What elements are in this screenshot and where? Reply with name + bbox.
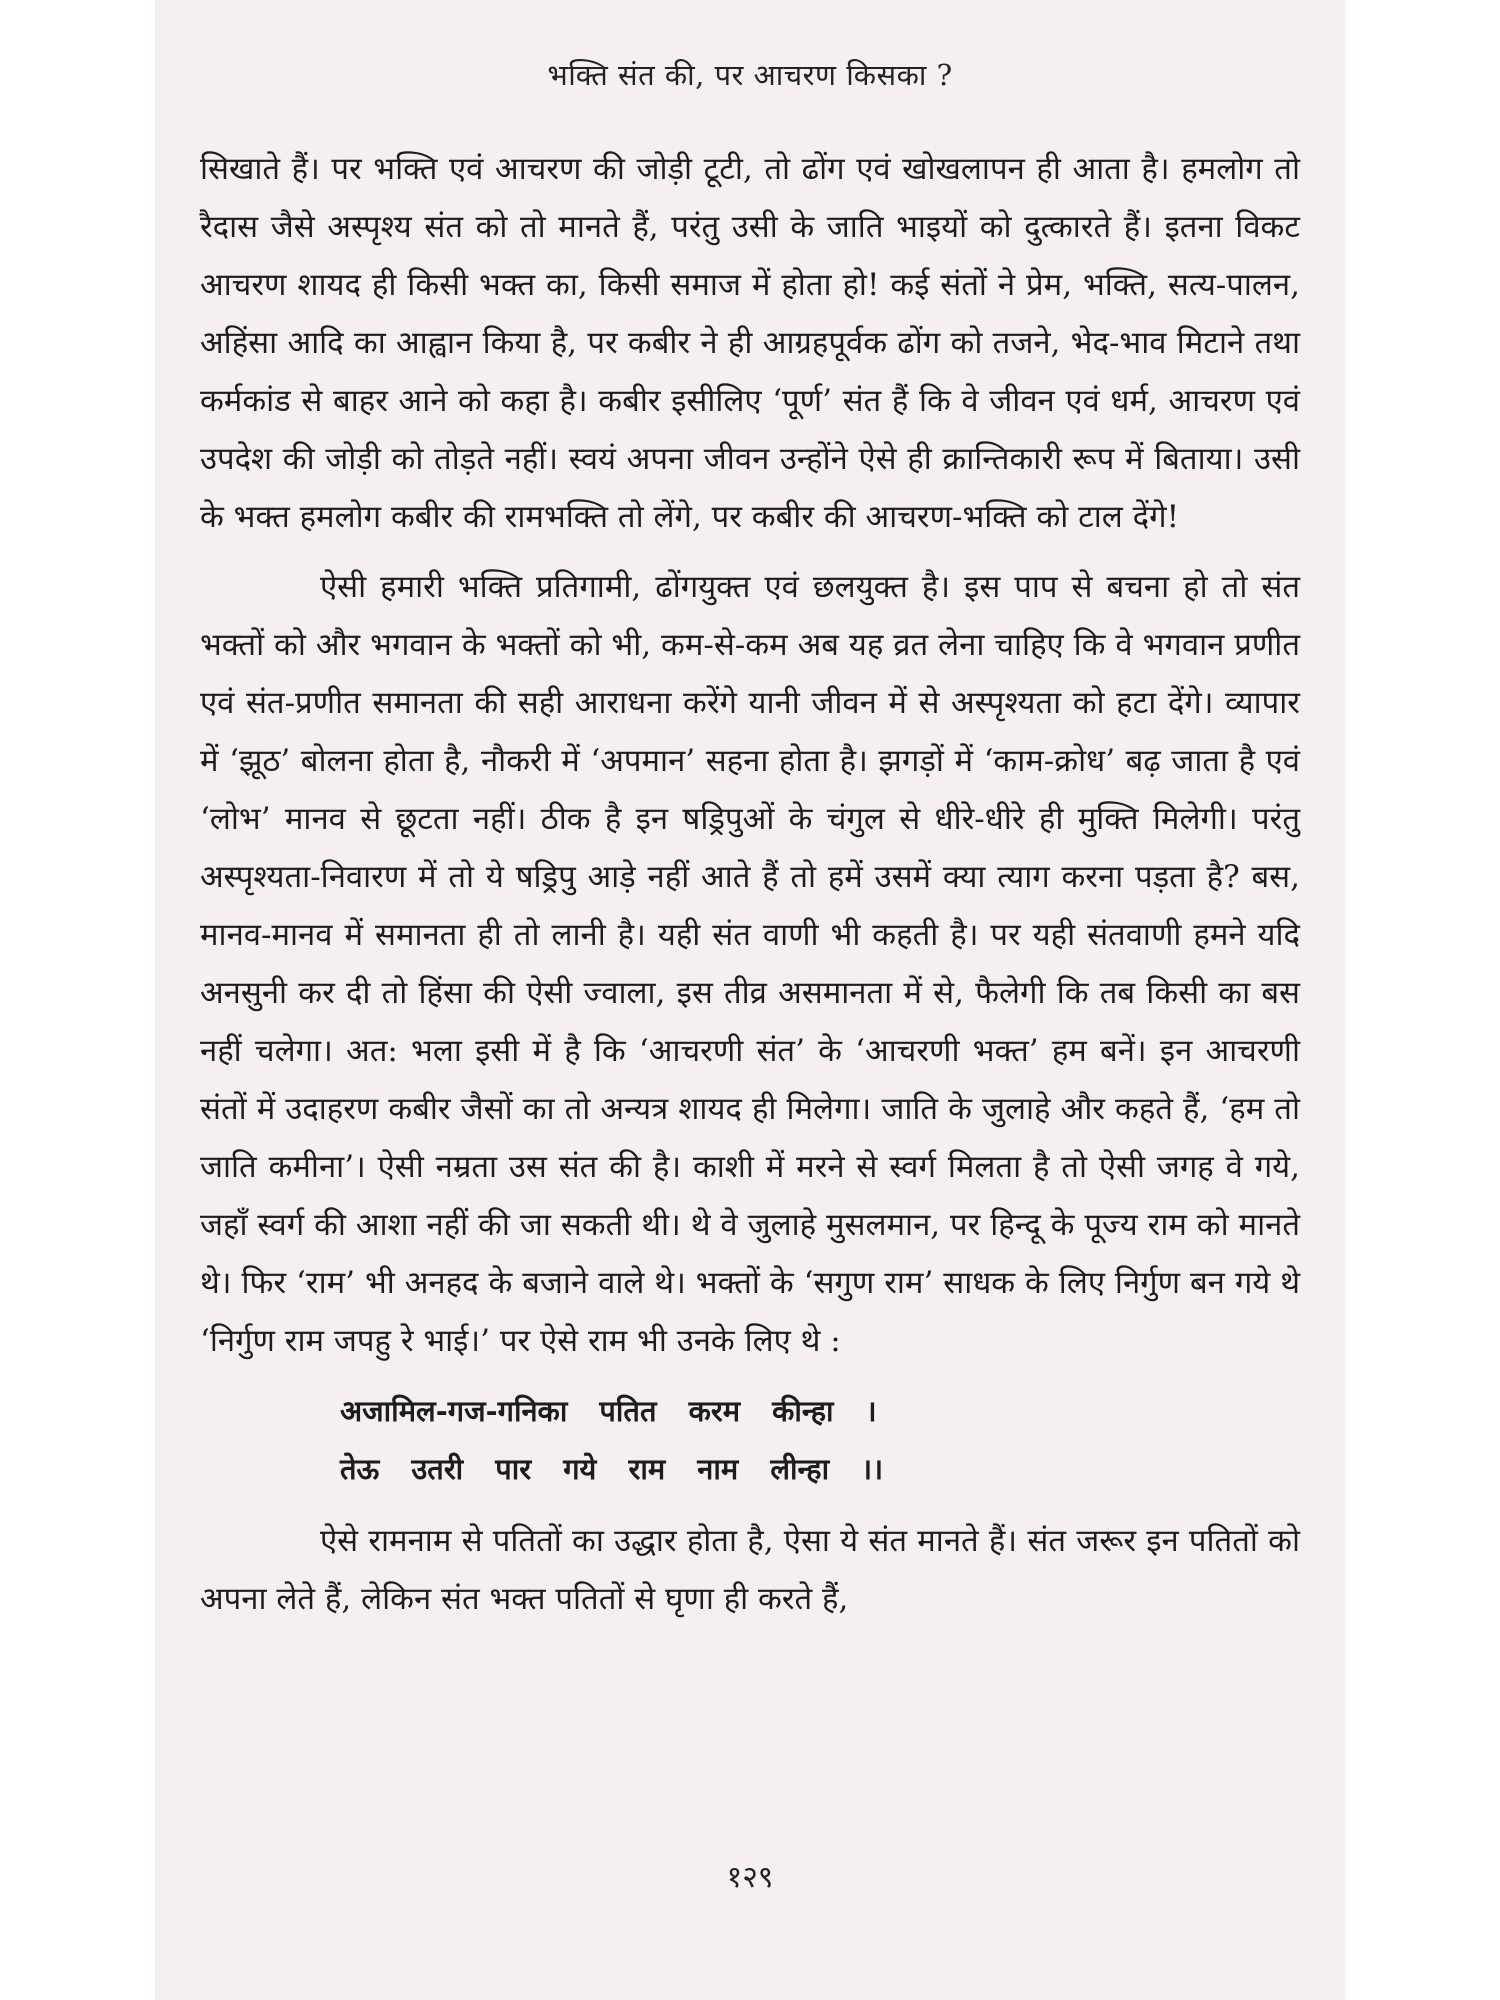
- page-number: १२९: [726, 1860, 774, 1895]
- page-body: [200, 140, 1300, 1640]
- verse-line-1: अजामिल-गज-गनिका पतित करम कीन्हा ।: [340, 1394, 877, 1428]
- verse-couplet: [200, 1382, 1300, 1498]
- paragraph-2: ऐसी हमारी भक्ति प्रतिगामी, ढोंगयुक्त एवं छलयुक्त है। इस पाप से बचना हो तो संत भक्तों को और भगवान के भक्तों को भी, कम-से-कम अब यह व्रत लेना चाहिए कि वे भगवान प्रणीत एवं संत-प्रणीत समानता की सही आराधना करेंगे यानी जीवन में से अस्पृश्यता को हटा देंगे। व्यापार में ‘झूठ’ बोलना होता है, नौकरी में ‘अपमान’ सहना होता है। झगड़ों में ‘काम-क्रोध’ बढ़ जाता है एवं ‘लोभ’ मानव से छूटता नहीं। ठीक है इन षड्रिपुओं के चंगुल से धीरे-धीरे ही मुक्ति मिलेगी। परंतु अस्पृश्यता-निवारण में तो ये षड्रिपु आड़े नहीं आते हैं तो हमें उसमें क्या त्याग करना पड़ता है? बस, मानव-मानव में समानता ही तो लानी है। यही संत वाणी भी कहती है। पर यही संतवाणी हमने यदि अनसुनी कर दी तो हिंसा की ऐसी ज्वाला, इस तीव्र असमानता में से, फैलेगी कि तब किसी का बस नहीं चलेगा। अत: भला इसी में है कि ‘आचरणी संत’ के ‘आचरणी भक्त’ हम बनें। इन आचरणी संतों में उदाहरण कबीर जैसों का तो अन्यत्र शायद ही मिलेगा। जाति के जुलाहे और कहते हैं, ‘हम तो जाति कमीना’। ऐसी नम्रता उस संत की है। काशी में मरने से स्वर्ग मिलता है तो ऐसी जगह वे गये, जहाँ स्वर्ग की आशा नहीं की जा सकती थी। थे वे जुलाहे मुसलमान, पर हिन्दू के पूज्य राम को मानते थे। फिर ‘राम’ भी अनहद के बजाने वाले थे। भक्तों के ‘सगुण राम’ साधक के लिए निर्गुण बन गये थे ‘निर्गुण राम जपहु रे भाई।’ पर ऐसे राम भी उनके लिए थे :: [200, 569, 1300, 1359]
- book-page: [155, 0, 1345, 2000]
- verse-line-2: तेऊ उतरी पार गये राम नाम लीन्हा ।।: [340, 1452, 884, 1486]
- paragraph-3: ऐसे रामनाम से पतितों का उद्धार होता है, ऐसा ये संत मानते हैं। संत जरूर इन पतितों को अपना लेते हैं, लेकिन संत भक्त पतितों से घृणा ही करते हैं,: [200, 1523, 1300, 1617]
- running-header: भक्ति संत की, पर आचरण किसका ?: [547, 58, 953, 92]
- paragraph-1: सिखाते हैं। पर भक्ति एवं आचरण की जोड़ी टूटी, तो ढोंग एवं खोखलापन ही आता है। हमलोग तो रैदास जैसे अस्पृश्य संत को तो मानते हैं, परंतु उसी के जाति भाइयों को दुत्कारते हैं। इतना विकट आचरण शायद ही किसी भक्त का, किसी समाज में होता हो! कई संतों ने प्रेम, भक्ति, सत्य-पालन, अहिंसा आदि का आह्वान किया है, पर कबीर ने ही आग्रहपूर्वक ढोंग को तजने, भेद-भाव मिटाने तथा कर्मकांड से बाहर आने को कहा है। कबीर इसीलिए ‘पूर्ण’ संत हैं कि वे जीवन एवं धर्म, आचरण एवं उपदेश की जोड़ी को तोड़ते नहीं। स्वयं अपना जीवन उन्होंने ऐसे ही क्रान्तिकारी रूप में बिताया। उसी के भक्त हमलोग कबीर की रामभक्ति तो लेंगे, पर कबीर की आचरण-भक्ति को टाल देंगे!: [200, 151, 1300, 535]
